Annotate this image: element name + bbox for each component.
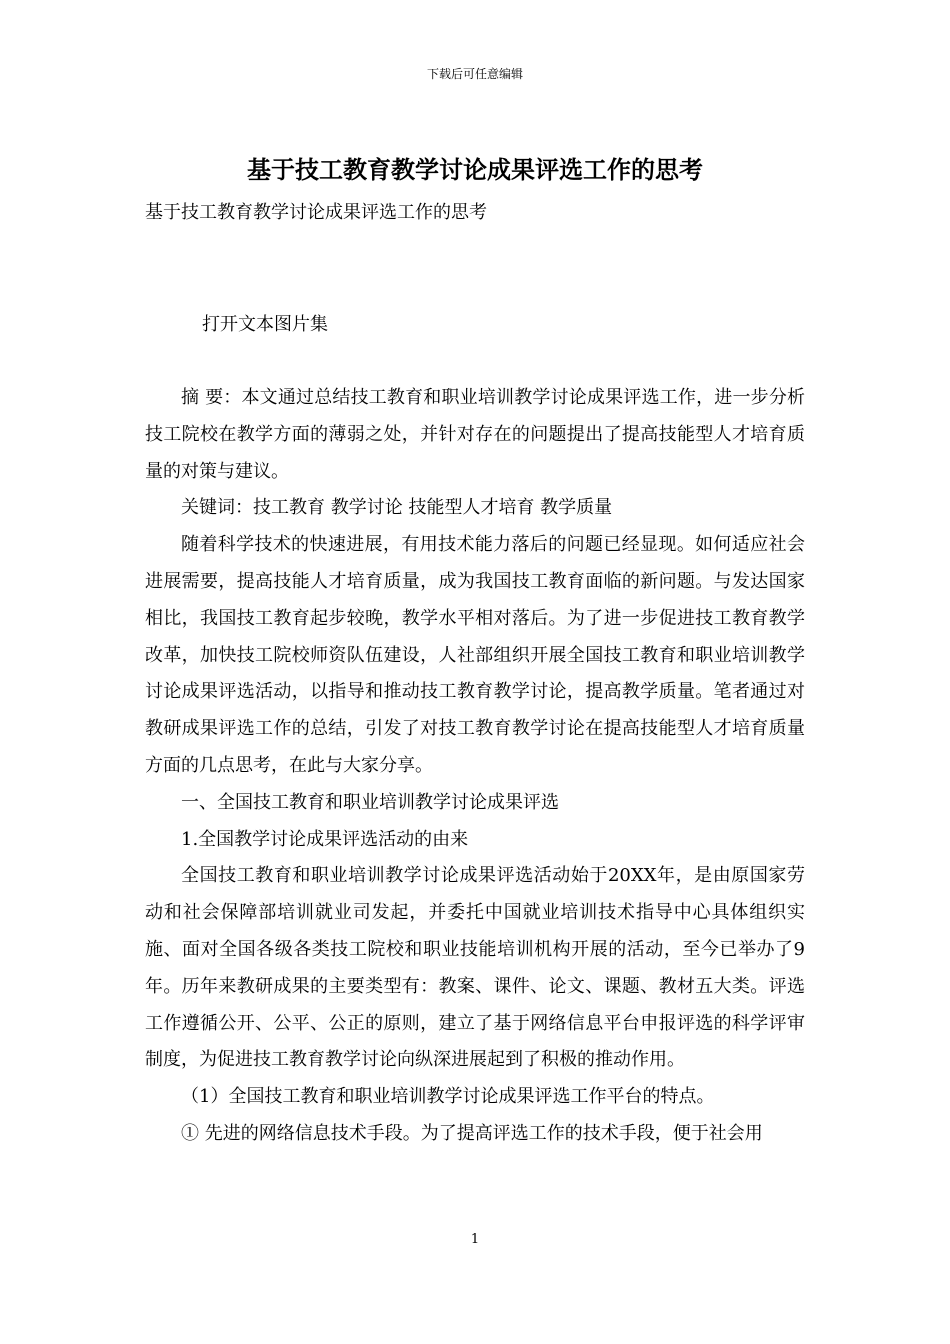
section-heading: 一、全国技工教育和职业培训教学讨论成果评选 [181, 791, 559, 813]
list-item: ① 先进的网络信息技术手段。为了提高评选工作的技术手段，便于社会用 [181, 1122, 763, 1144]
body-paragraph: 全国技工教育和职业培训教学讨论成果评选活动始于20XX年，是由原国家劳动和社会保障部培训就业司发起，并委托中国就业培训技术指导中心具体组织实施、面对全国各级各类技工院校和职业技能培训机构开展的活动，至今已举办了9年。历年来教研成果的主要类型有：教案、课件、论文、课题、教材五大类。评选工作遵循公开、公平、公正的原则，建立了基于网络信息平台申报评选的科学评审制度，为促进技工教育教学讨论向纵深进展起到了积极的推动作用。 [145, 865, 805, 1071]
keywords-paragraph: 关键词：技工教育 教学讨论 技能型人才培育 教学质量 [181, 497, 613, 519]
document-body [145, 380, 805, 1153]
open-image-gallery-link[interactable]: 打开文本图片集 [202, 314, 328, 335]
page-header-note: 下载后可任意编辑 [426, 67, 523, 81]
document-subtitle: 基于技工教育教学讨论成果评选工作的思考 [145, 202, 487, 223]
intro-paragraph: 随着科学技术的快速进展，有用技术能力落后的问题已经显现。如何适应社会进展需要，提高技能人才培育质量，成为我国技工教育面临的新问题。与发达国家相比，我国技工教育起步较晚，教学水平相对落后。为了进一步促进技工教育教学改革，加快技工院校师资队伍建设，人社部组织开展全国技工教育和职业培训教学讨论成果评选活动，以指导和推动技工教育教学讨论，提高教学质量。笔者通过对教研成果评选工作的总结，引发了对技工教育教学讨论在提高技能型人才培育质量方面的几点思考，在此与大家分享。 [145, 534, 805, 776]
list-heading: （1）全国技工教育和职业培训教学讨论成果评选工作平台的特点。 [181, 1086, 715, 1108]
page-number: 1 [470, 1232, 480, 1247]
subsection-heading: 1.全国教学讨论成果评选活动的由来 [181, 828, 469, 850]
document-title: 基于技工教育教学讨论成果评选工作的思考 [247, 155, 703, 184]
abstract-paragraph: 摘 要：本文通过总结技工教育和职业培训教学讨论成果评选工作，进一步分析技工院校在教学方面的薄弱之处，并针对存在的问题提出了提高技能型人才培育质量的对策与建议。 [145, 387, 805, 482]
